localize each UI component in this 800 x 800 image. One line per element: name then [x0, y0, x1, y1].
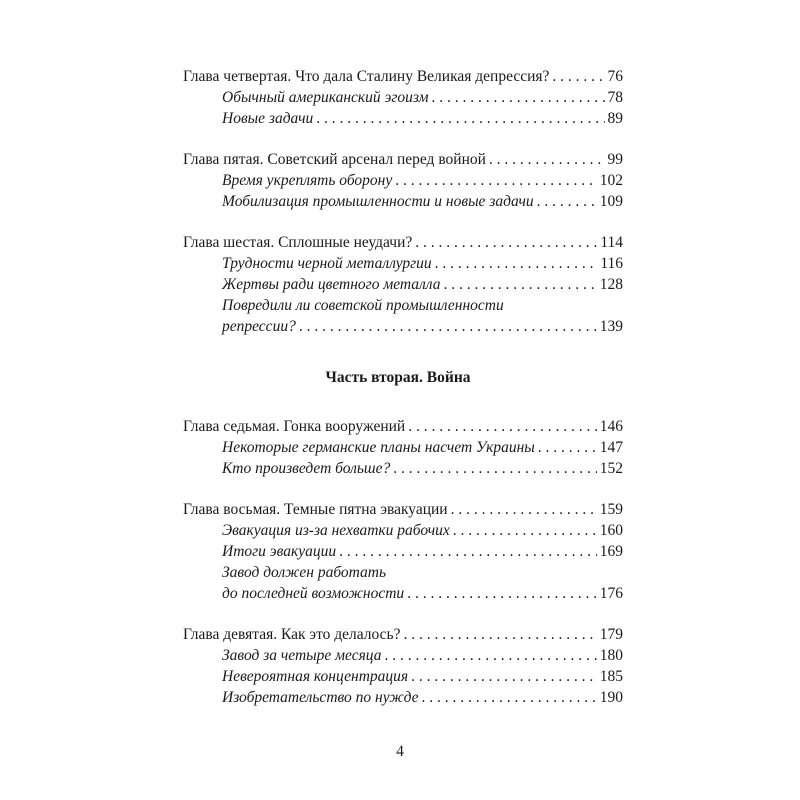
dot-leader — [552, 66, 604, 87]
chapter-row — [183, 149, 623, 170]
chapter-entry — [183, 624, 623, 708]
chapter-row-page: 76 — [607, 68, 623, 85]
chapter-row-title: Глава восьмая. Темные пятна эвакуации — [183, 501, 448, 518]
section-row-page: 190 — [599, 689, 623, 706]
chapter-entry — [183, 66, 623, 129]
chapter-row-title: Глава шестая. Сплошные неудачи? — [183, 234, 413, 251]
section-row-page: 128 — [599, 276, 623, 293]
section-row — [183, 541, 623, 562]
section-row-line-title: Завод должен работать — [222, 564, 387, 581]
section-row — [183, 645, 623, 666]
chapter-row-page: 146 — [599, 418, 623, 435]
section-row — [183, 520, 623, 541]
section-row-line — [183, 295, 623, 316]
section-row-page: 169 — [599, 543, 623, 560]
chapter-row — [183, 232, 623, 253]
section-row-title: Завод за четыре месяца — [222, 647, 382, 664]
section-row-title: Время укреплять оборону — [222, 172, 393, 189]
section-row — [183, 253, 623, 274]
section-row — [183, 437, 623, 458]
section-row-title: Обычный американский эгоизм — [222, 89, 429, 106]
section-row — [183, 583, 623, 604]
dot-leader — [407, 583, 597, 604]
dot-leader — [538, 437, 597, 458]
section-row — [183, 108, 623, 129]
section-row — [183, 316, 623, 337]
dot-leader — [444, 274, 597, 295]
section-row-page: 152 — [599, 460, 623, 477]
section-row — [183, 274, 623, 295]
dot-leader — [408, 416, 597, 437]
dot-leader — [395, 170, 597, 191]
dot-leader — [537, 191, 597, 212]
part-title: Часть вторая. Война — [325, 369, 471, 386]
section-row-title: Невероятная концентрация — [222, 668, 409, 685]
section-row — [183, 170, 623, 191]
dot-leader — [435, 253, 598, 274]
chapter-row-page: 179 — [599, 626, 623, 643]
dot-leader — [385, 645, 597, 666]
chapter-row-page: 114 — [600, 234, 623, 251]
section-row-line-title: Повредили ли советской промышленности — [222, 297, 504, 314]
section-row-page: 89 — [607, 110, 623, 127]
section-row-title: Жертвы ради цветного металла — [222, 276, 441, 293]
dot-leader — [316, 108, 604, 129]
section-row-title: Некоторые германские планы насчет Украины — [222, 439, 535, 456]
section-row-title: Кто произведет больше? — [222, 460, 391, 477]
dot-leader — [393, 458, 596, 479]
dot-leader — [404, 624, 597, 645]
table-of-contents — [183, 66, 623, 728]
section-row-page: 102 — [599, 172, 623, 189]
chapter-row-title: Глава седьмая. Гонка вооружений — [183, 418, 406, 435]
section-row-title: Новые задачи — [222, 110, 314, 127]
section-row — [183, 87, 623, 108]
chapter-row-title: Глава девятая. Как это делалось? — [183, 626, 401, 643]
section-row-title: Трудности черной металлургии — [222, 255, 432, 272]
section-row-line — [183, 562, 623, 583]
chapter-row — [183, 624, 623, 645]
dot-leader — [415, 232, 597, 253]
section-row-page: 160 — [599, 522, 623, 539]
section-row-page: 176 — [599, 585, 623, 602]
chapter-row — [183, 66, 623, 87]
section-row-title: Эвакуация из-за нехватки рабочих — [222, 522, 450, 539]
section-row — [183, 666, 623, 687]
chapter-row — [183, 499, 623, 520]
chapter-row-title: Глава пятая. Советский арсенал перед войной — [183, 151, 486, 168]
dot-leader — [451, 499, 597, 520]
section-row-page: 147 — [599, 439, 623, 456]
dot-leader — [422, 687, 597, 708]
section-row-title: репрессии? — [222, 318, 296, 335]
section-row-page: 185 — [599, 668, 623, 685]
section-row — [183, 458, 623, 479]
section-row-title: до последней возможности — [222, 585, 405, 602]
chapter-entry — [183, 232, 623, 337]
dot-leader — [299, 316, 597, 337]
chapters-part-one — [183, 66, 623, 337]
chapter-row-title: Глава четвертая. Что дала Сталину Великая депрессия? — [183, 68, 550, 85]
section-row-title: Изобретательство по нужде — [222, 689, 419, 706]
dot-leader — [339, 541, 597, 562]
section-row — [183, 687, 623, 708]
chapter-row-page: 159 — [599, 501, 623, 518]
dot-leader — [411, 666, 597, 687]
dot-leader — [489, 149, 605, 170]
section-row-title: Мобилизация промышленности и новые задачи — [222, 193, 534, 210]
dot-leader — [431, 87, 604, 108]
chapter-row — [183, 416, 623, 437]
chapter-entry — [183, 499, 623, 604]
chapter-entry — [183, 416, 623, 479]
section-row-title: Итоги эвакуации — [222, 543, 337, 560]
section-row-page: 116 — [600, 255, 623, 272]
chapter-row-page: 99 — [607, 151, 623, 168]
chapters-part-two — [183, 416, 623, 708]
section-row-page: 109 — [599, 193, 623, 210]
dot-leader — [453, 520, 597, 541]
page-number: 4 — [396, 743, 404, 760]
section-row-page: 139 — [599, 318, 623, 335]
section-row-page: 180 — [599, 647, 623, 664]
section-row — [183, 191, 623, 212]
chapter-entry — [183, 149, 623, 212]
section-row-page: 78 — [607, 89, 623, 106]
